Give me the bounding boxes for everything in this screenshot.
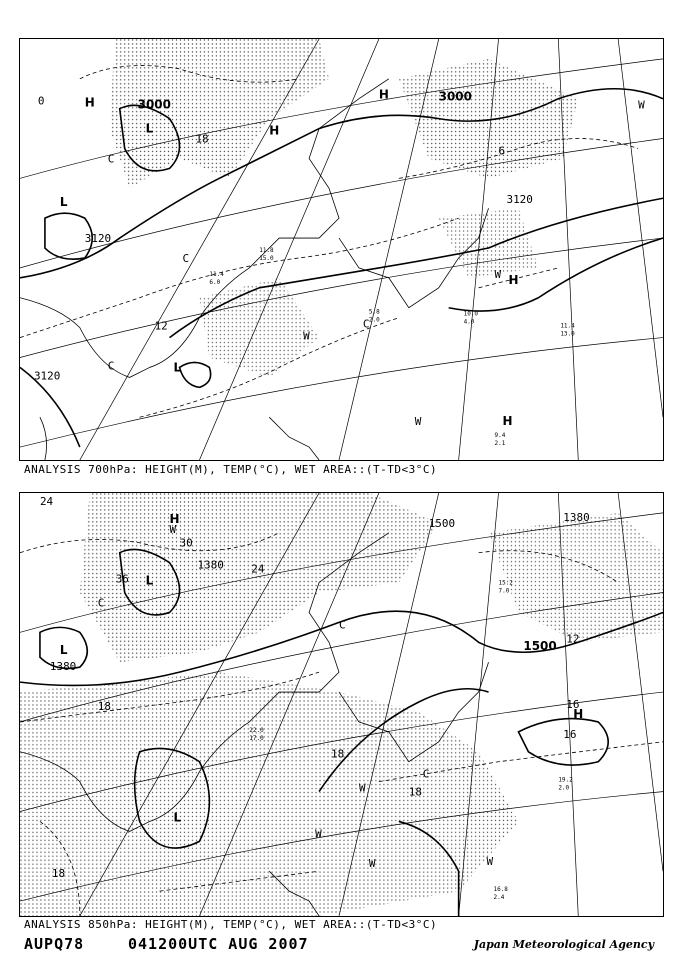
cold-mark: C [182, 251, 190, 265]
height-label: 3000 [438, 89, 472, 104]
isotherm-label: 16 [563, 727, 577, 741]
low-center: L [145, 573, 154, 588]
cold-mark: C [422, 767, 430, 781]
isotherm-label: 18 [51, 867, 66, 881]
caption-700hpa: ANALYSIS 700hPa: HEIGHT(M), TEMP(°C), WET AREA::(T-TD<3°C) [24, 463, 438, 476]
valid-time: 041200UTC AUG 2007 [128, 935, 309, 953]
wet-area [20, 672, 518, 916]
wet-area [80, 493, 439, 662]
station-value: 2.0 [558, 784, 570, 792]
station-value: 10.0 [463, 310, 479, 318]
station-value: 5.8 [368, 308, 380, 316]
station-value: 19.2 [558, 776, 573, 784]
high-center: H [269, 123, 280, 138]
isotherm-label: 18 [331, 747, 345, 761]
height-label: 1380 [197, 558, 224, 572]
station-value: 15.0 [259, 254, 274, 262]
station-value: 7.0 [498, 587, 510, 595]
high-center: H [508, 272, 519, 287]
height-label: 3120 [84, 232, 112, 246]
high-center: H [378, 87, 389, 102]
height-label: 3120 [33, 369, 61, 383]
wet-area [199, 278, 319, 378]
height-label: 1500 [523, 639, 557, 654]
height-label: 3120 [506, 193, 533, 207]
low-center: L [59, 643, 68, 658]
station-value: 2.4 [493, 894, 505, 902]
low-center: L [145, 121, 154, 136]
low-center: L [173, 810, 182, 825]
height-label: 1380 [49, 660, 77, 674]
wet-area [399, 59, 578, 178]
caption-850hpa: ANALYSIS 850hPa: HEIGHT(M), TEMP(°C), WET AREA::(T-TD<3°C) [24, 918, 438, 931]
station-value: 22.0 [249, 726, 264, 734]
warm-mark: W [358, 781, 366, 795]
isotherm-label: 0 [37, 94, 45, 108]
high-center: H [573, 706, 584, 721]
station-value: 16.8 [493, 886, 508, 894]
warm-mark: W [303, 329, 310, 343]
isotherm-label: 6 [498, 144, 506, 158]
station-value: 11.4 [560, 322, 575, 330]
station-value: 11.8 [259, 246, 274, 254]
isotherm-label: 30 [179, 536, 193, 550]
station-value: 2.1 [494, 440, 506, 448]
isotherm-label: 12 [154, 319, 168, 333]
cold-mark: C [339, 618, 346, 632]
map-700hpa [19, 38, 664, 461]
cold-mark: C [107, 152, 115, 166]
station-value: 4.0 [463, 318, 475, 326]
station-value: 2.0 [368, 316, 380, 324]
isotherm-label: 12 [566, 632, 580, 646]
warm-mark: W [169, 522, 177, 536]
isotherm-label: 18 [97, 699, 111, 713]
isotherm-label: 36 [115, 572, 129, 586]
isotherm-label: 24 [251, 562, 265, 576]
high-center: H [169, 511, 180, 526]
high-center: H [502, 414, 513, 429]
warm-mark: W [414, 415, 422, 429]
warm-mark: W [638, 98, 645, 112]
cold-mark: C [97, 596, 105, 610]
warm-mark: W [486, 855, 494, 869]
wet-area [107, 39, 329, 188]
warm-mark: W [494, 267, 502, 281]
cold-mark: C [362, 317, 370, 331]
height-label: 3000 [137, 97, 171, 112]
cold-mark: C [107, 359, 115, 373]
station-value: 9.4 [494, 432, 506, 440]
low-center: L [173, 360, 182, 375]
station-value: 13.0 [560, 330, 575, 338]
map-850hpa [19, 492, 664, 917]
map-850hpa-canvas [20, 493, 663, 916]
low-center: L [59, 195, 68, 210]
station-value: 11.4 [209, 270, 224, 278]
isotherm-label: 18 [195, 132, 209, 146]
agency-name: Japan Meteorological Agency [473, 938, 654, 951]
height-label: 1380 [563, 510, 590, 524]
isotherm-label: 18 [408, 785, 422, 799]
warm-mark: W [315, 827, 322, 841]
wet-area [439, 208, 539, 278]
station-value: 17.0 [249, 734, 264, 742]
station-value: 6.0 [209, 278, 221, 286]
station-value: 15.2 [498, 579, 513, 587]
isotherm-label: 24 [39, 494, 54, 508]
warm-mark: W [368, 857, 376, 871]
product-id: AUPQ78 [24, 935, 85, 953]
height-label: 1500 [428, 516, 456, 530]
high-center: H [84, 95, 95, 110]
isotherm-label: 16 [566, 697, 580, 711]
map-700hpa-canvas [20, 39, 663, 460]
